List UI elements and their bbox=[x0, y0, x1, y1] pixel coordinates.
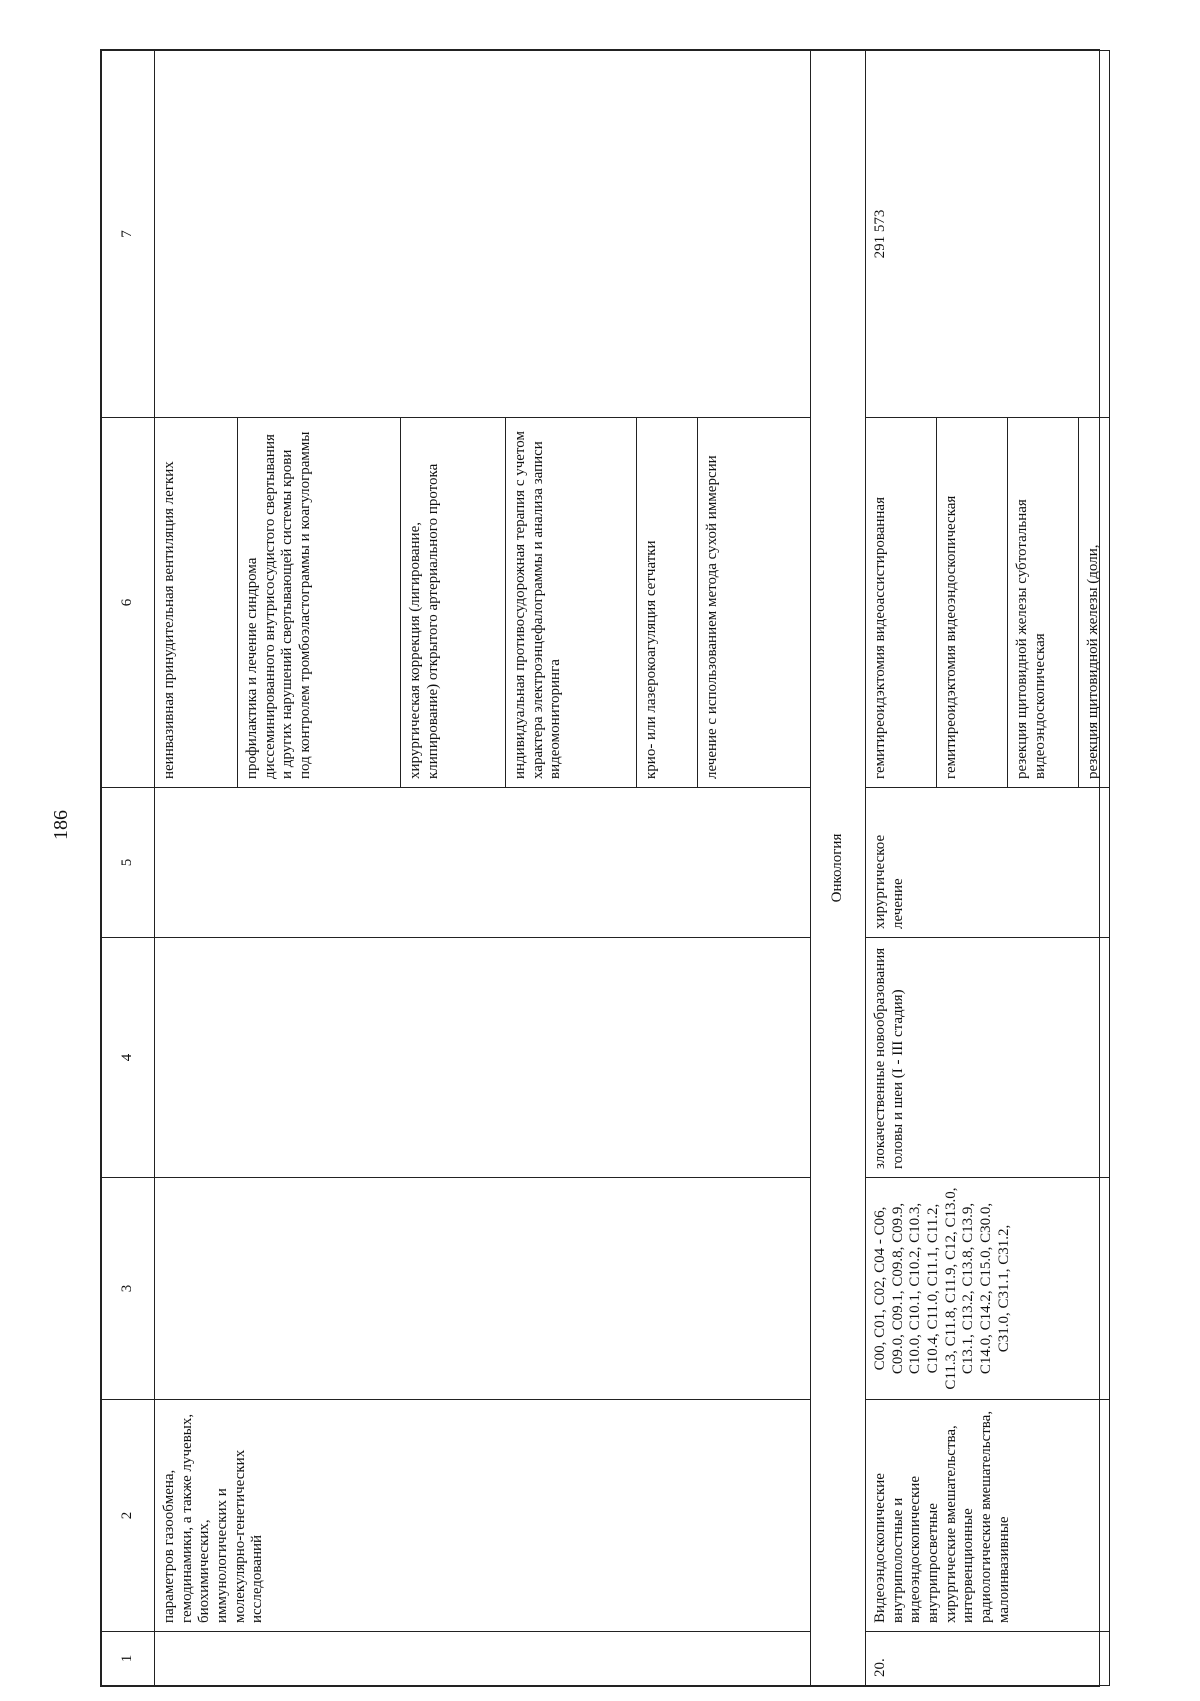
method-item: резекция щитовидной железы (доли, bbox=[1078, 418, 1109, 787]
method-item: лечение с использованием метода сухой иммерсии bbox=[697, 418, 810, 787]
header-col-5: 5 bbox=[102, 788, 155, 938]
header-row bbox=[102, 51, 155, 1686]
method-item: хирургическая коррекция (лигирование, клипирование) открытого артериального протока bbox=[400, 418, 505, 787]
method-item: профилактика и лечение синдрома диссеминированного внутрисосудистого свертывания и других нарушений свертывающей системы крови под контролем тромбоэластограммы и коагулограммы bbox=[237, 418, 400, 787]
cell-codes bbox=[155, 1178, 811, 1400]
cell-methods bbox=[866, 418, 1110, 788]
section-row bbox=[811, 51, 866, 1686]
medical-care-table bbox=[100, 49, 1100, 1687]
cell-cost: 291 573 bbox=[866, 51, 1110, 418]
cell-description: Видеоэндоскопические внутриполостные и видеоэндоскопические внутрипросветные хирургические вмешательства, интервенционные радиологические вмешательства, малоинвазивные bbox=[866, 1400, 1110, 1632]
cell-description: параметров газообмена, гемодинамики, а также лучевых, биохимических, иммунологических и молекулярно-генетических исследований bbox=[155, 1400, 811, 1632]
header-col-2: 2 bbox=[102, 1400, 155, 1632]
section-title: Онкология bbox=[811, 51, 866, 1686]
header-col-1: 1 bbox=[102, 1632, 155, 1686]
method-item: индивидуальная противосудорожная терапия с учетом характера электроэнцефалограммы и анализа записи видеомониторинга bbox=[505, 418, 636, 787]
cell-diagnosis: злокачественные новообразования головы и шеи (I - III стадия) bbox=[866, 938, 1110, 1178]
method-item: неинвазивная принудительная вентиляция легких bbox=[161, 461, 177, 779]
cell-codes: С00, С01, С02, С04 - С06, С09.0, С09.1, С09.8, С09.9, С10.0, С10.1, С10.2, С10.3, С10.4, С11.0, С11.1, С11.2, С11.3, С11.8, С11.9, С12, С13.0, С13.1, С13.2, С13.8, С13.9, С14.0, С14.2, С15.0, С30.0, С31.0, С31.1, С31.2, bbox=[866, 1178, 1110, 1400]
cell-diagnosis bbox=[155, 938, 811, 1178]
method-item: крио- или лазерокоагуляция сетчатки bbox=[636, 418, 697, 787]
table-row-20 bbox=[866, 51, 1110, 1686]
header-col-3: 3 bbox=[102, 1178, 155, 1400]
cell-methods bbox=[155, 418, 811, 788]
cell-treatment: хирургическое лечение bbox=[866, 788, 1110, 938]
cell-number bbox=[155, 1632, 811, 1686]
header-col-4: 4 bbox=[102, 938, 155, 1178]
header-col-6: 6 bbox=[102, 418, 155, 788]
method-item: гемитиреоидэктомия видеоэндоскопическая bbox=[936, 418, 1007, 787]
cell-cost bbox=[155, 51, 811, 418]
method-item: резекция щитовидной железы субтотальная видеоэндоскопическая bbox=[1007, 418, 1078, 787]
cell-treatment bbox=[155, 788, 811, 938]
page-number: 186 bbox=[50, 810, 72, 840]
table bbox=[101, 50, 1110, 1686]
header-col-7: 7 bbox=[102, 51, 155, 418]
table-row-continuation bbox=[155, 51, 811, 1686]
method-item: гемитиреоидэктомия видеоассистированная bbox=[872, 497, 888, 779]
cell-number: 20. bbox=[866, 1632, 1110, 1686]
